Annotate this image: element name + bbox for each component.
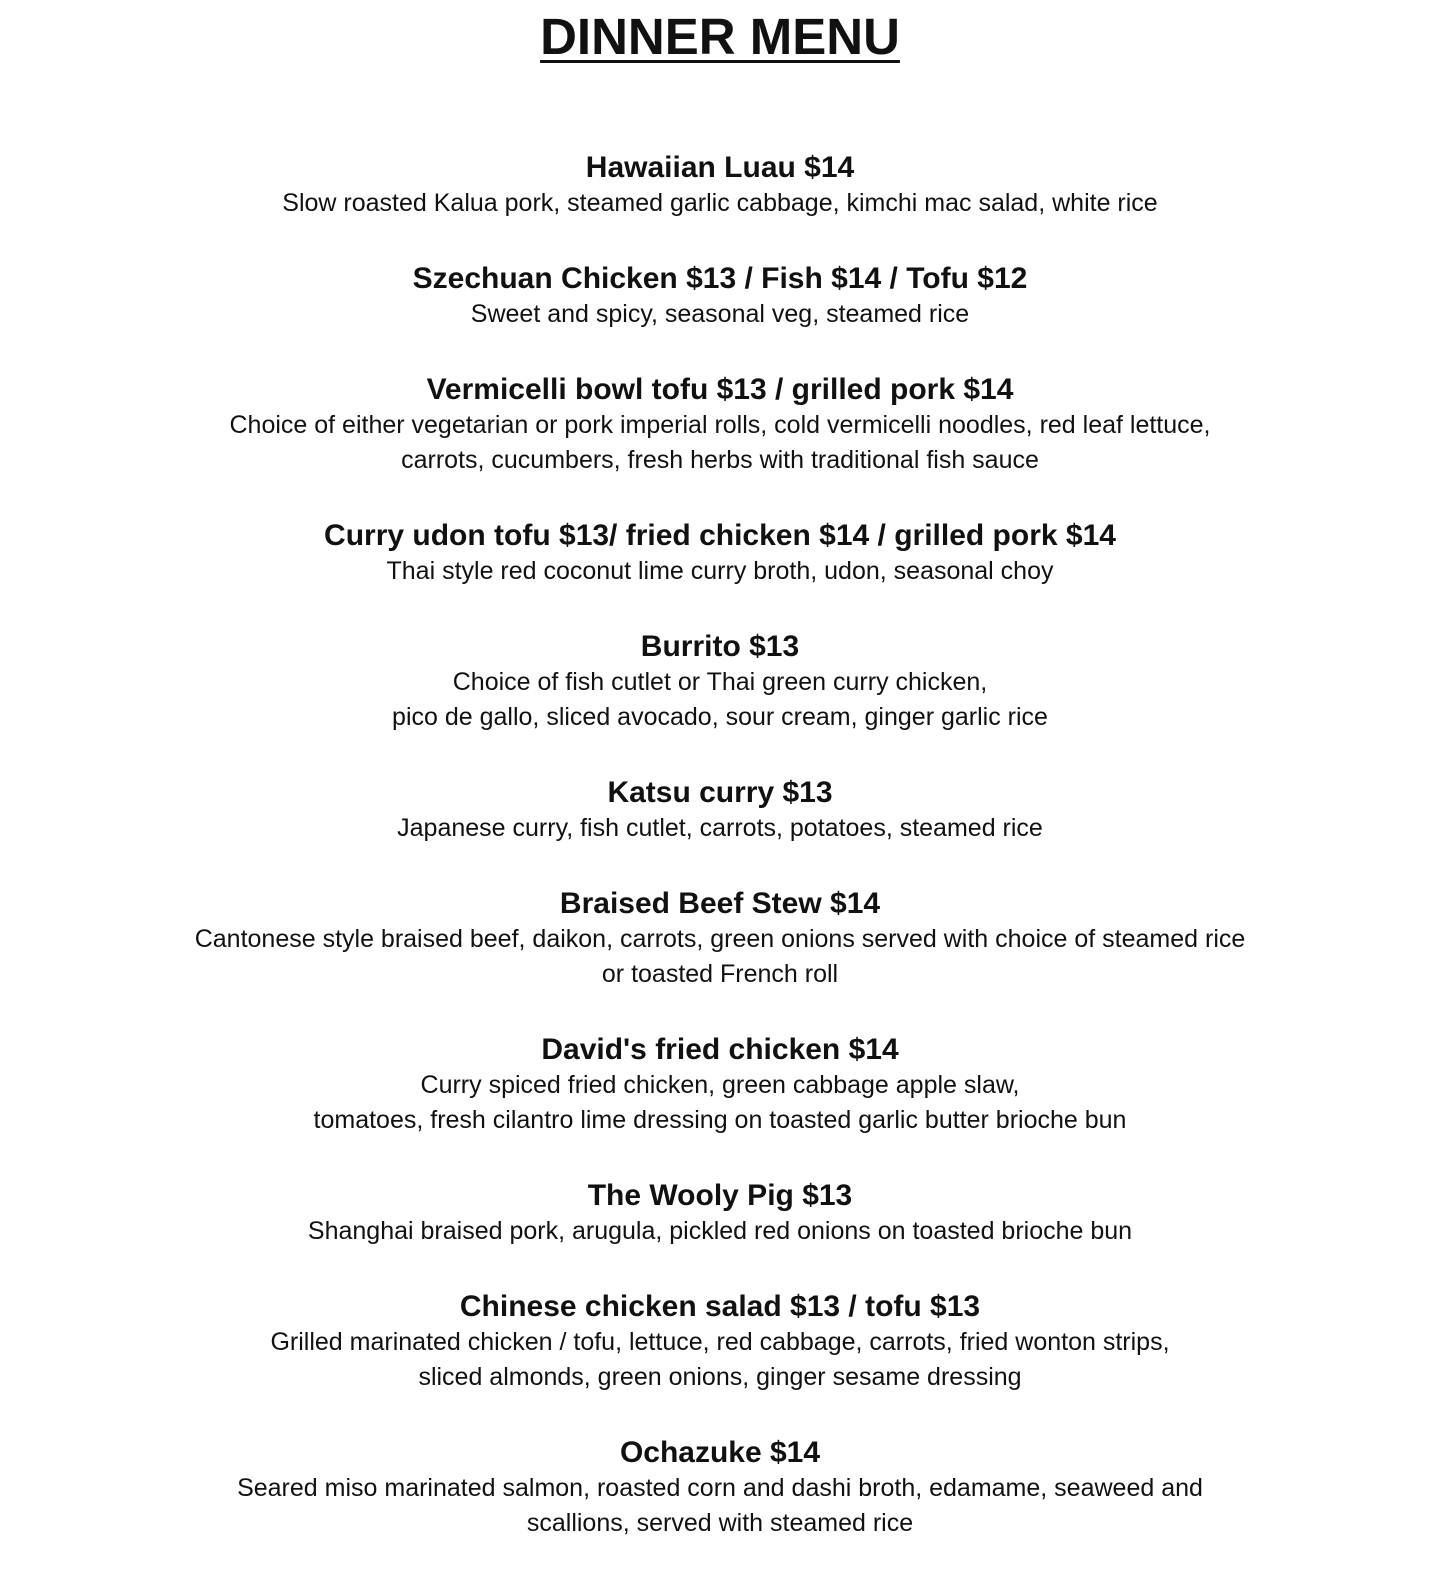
- menu-item-description-line: Sweet and spicy, seasonal veg, steamed rice: [470, 300, 970, 328]
- menu-item-name: David's fried chicken $14: [541, 1033, 899, 1066]
- menu-item-description: [0, 1325, 1440, 1395]
- menu-item-description: [0, 186, 1440, 221]
- menu-item-description-line: sliced almonds, green onions, ginger sesame dressing: [418, 1363, 1022, 1391]
- menu-item-description: [0, 922, 1440, 992]
- menu-item-description-line: Slow roasted Kalua pork, steamed garlic cabbage, kimchi mac salad, white rice: [282, 189, 1158, 217]
- menu-title: DINNER MENU: [540, 8, 900, 65]
- menu-item-name: The Wooly Pig $13: [587, 1179, 853, 1212]
- menu-item-name: Ochazuke $14: [619, 1436, 821, 1469]
- menu-item-name: Hawaiian Luau $14: [585, 151, 855, 184]
- menu-item-description: [0, 665, 1440, 735]
- menu-item-description-line: Curry spiced fried chicken, green cabbage apple slaw,: [420, 1071, 1020, 1099]
- menu-item: [0, 1289, 1440, 1395]
- menu-item-name: Vermicelli bowl tofu $13 / grilled pork $14: [426, 373, 1014, 406]
- menu-item-description: [0, 811, 1440, 846]
- menu-item-name: Chinese chicken salad $13 / tofu $13: [459, 1290, 981, 1323]
- menu-item: [0, 261, 1440, 332]
- menu-item-description-line: Grilled marinated chicken / tofu, lettuce, red cabbage, carrots, fried wonton strips,: [270, 1328, 1170, 1356]
- menu-item-description: [0, 297, 1440, 332]
- menu-item-description-line: pico de gallo, sliced avocado, sour cream, ginger garlic rice: [392, 703, 1048, 731]
- menu-item-description-line: Seared miso marinated salmon, roasted corn and dashi broth, edamame, seaweed and: [237, 1474, 1203, 1502]
- menu-item-description-line: Cantonese style braised beef, daikon, carrots, green onions served with choice of steamed rice: [194, 925, 1246, 953]
- menu-item-list: [0, 150, 1440, 1541]
- menu-item-name: Curry udon tofu $13/ fried chicken $14 / grilled pork $14: [324, 519, 1116, 552]
- menu-item-description-line: Thai style red coconut lime curry broth, udon, seasonal choy: [386, 557, 1054, 585]
- menu-item-name: Katsu curry $13: [607, 776, 833, 809]
- menu-item-description: [0, 1471, 1440, 1541]
- menu-item: [0, 886, 1440, 992]
- menu-item-description: [0, 1068, 1440, 1138]
- menu-item: [0, 629, 1440, 735]
- menu-item-description: [0, 1214, 1440, 1249]
- menu-item-description-line: Shanghai braised pork, arugula, pickled red onions on toasted brioche bun: [307, 1217, 1133, 1245]
- menu-item-name: Szechuan Chicken $13 / Fish $14 / Tofu $12: [412, 262, 1028, 295]
- menu-item: [0, 1032, 1440, 1138]
- menu-item-description-line: Choice of either vegetarian or pork imperial rolls, cold vermicelli noodles, red leaf lettuce,: [229, 411, 1211, 439]
- menu-item-name: Burrito $13: [640, 630, 800, 663]
- menu-item-description-line: or toasted French roll: [601, 960, 839, 988]
- menu-item: [0, 1178, 1440, 1249]
- menu-item: [0, 150, 1440, 221]
- menu-item-description-line: tomatoes, fresh cilantro lime dressing on toasted garlic butter brioche bun: [313, 1106, 1127, 1134]
- menu-item-description-line: carrots, cucumbers, fresh herbs with traditional fish sauce: [401, 446, 1039, 474]
- menu-item: [0, 518, 1440, 589]
- menu-item-description-line: Japanese curry, fish cutlet, carrots, potatoes, steamed rice: [397, 814, 1043, 842]
- menu-item-name: Braised Beef Stew $14: [559, 887, 881, 920]
- menu-item-description: [0, 554, 1440, 589]
- menu-item: [0, 1435, 1440, 1541]
- menu-item-description-line: scallions, served with steamed rice: [526, 1509, 914, 1537]
- menu-item: [0, 372, 1440, 478]
- menu-item: [0, 775, 1440, 846]
- menu-item-description-line: Choice of fish cutlet or Thai green curry chicken,: [452, 668, 988, 696]
- menu-item-description: [0, 408, 1440, 478]
